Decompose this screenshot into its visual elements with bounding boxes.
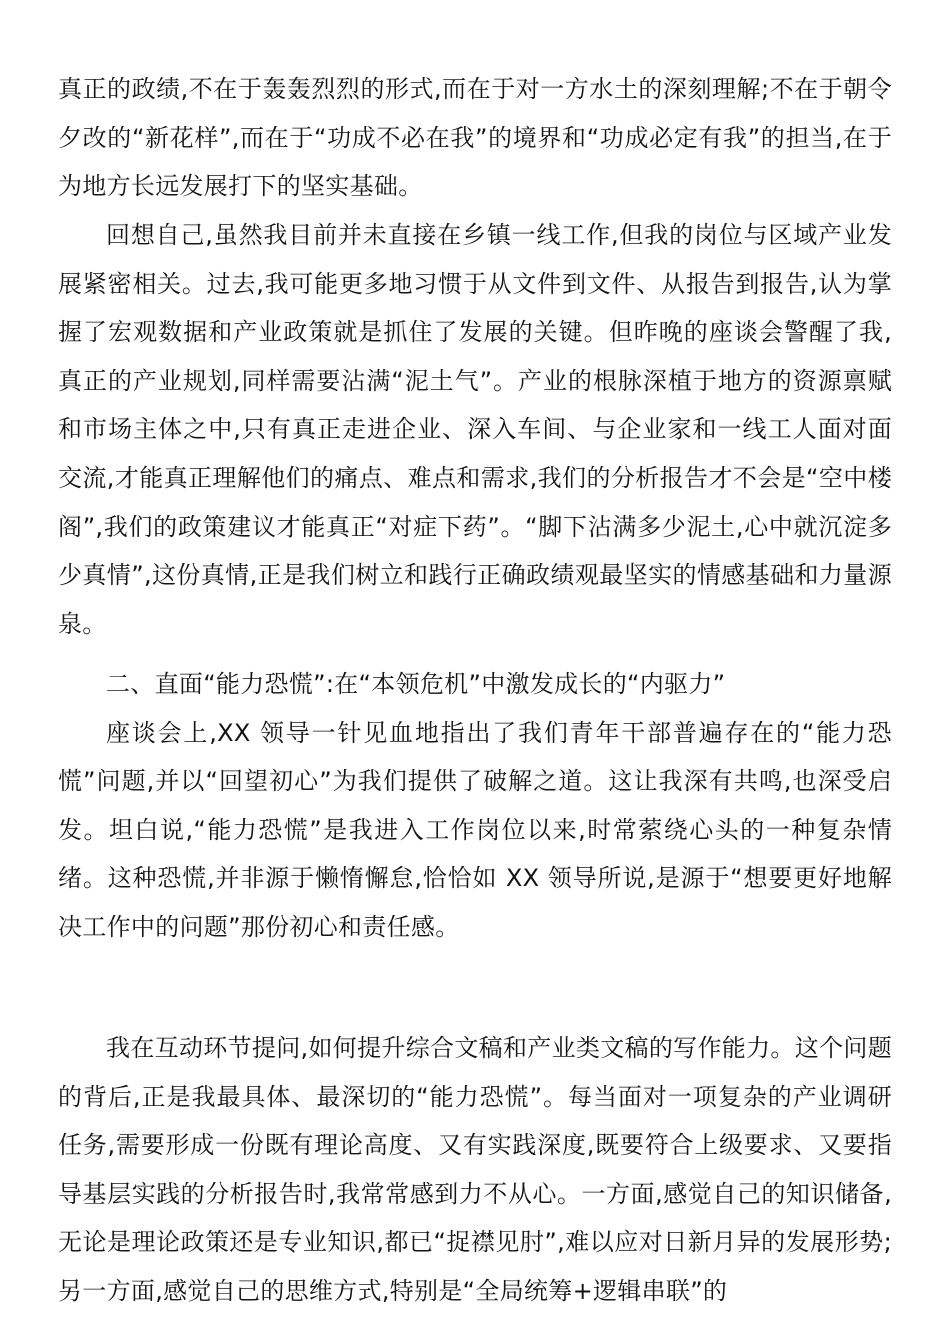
paragraph-continued <box>58 65 892 211</box>
paragraph-4: 我在互动环节提问,如何提升综合文稿和产业类文稿的写作能力。这个问题的背后,正是我最具体、最深切的“能力恐慌”。每当面对一项复杂的产业调研任务,需要形成一份既有理论高度、又有实践深度,既要符合上级要求、又要指导基层实践的分析报告时,我常常感到力不从心。一方面,感觉自己的知识储备,无论是理论政策还是专业知识,都已“捉襟见肘”,难以应对日新月异的发展形势;另一方面,感觉自己的思维方式,特别是“全局统筹+逻辑串联”的 <box>58 1034 892 1305</box>
section-two <box>58 660 892 952</box>
paragraph-3: 座谈会上,XX 领导一针见血地指出了我们青年干部普遍存在的“能力恐慌”问题,并以“回望初心”为我们提供了破解之道。这让我深有共鸣,也深受启发。坦白说,“能力恐慌”是我进入工作岗位以来,时常萦绕心头的一种复杂情绪。这种恐慌,并非源于懒惰懈怠,恰恰如 XX 领导所说,是源于“想要更好地解决工作中的问题”那份初心和责任感。 <box>58 718 892 941</box>
section-heading: 二、直面“能力恐慌”:在“本领危机”中激发成长的“内驱力” <box>106 670 726 698</box>
paragraph-1: 真正的政绩,不在于轰轰烈烈的形式,而在于对一方水土的深刻理解;不在于朝令夕改的“新花样”,而在于“功成不必在我”的境界和“功成必定有我”的担当,在于为地方长远发展打下的坚实基础。 <box>58 75 892 201</box>
paragraph-question <box>58 1024 892 1316</box>
paragraph-reflection <box>58 211 892 648</box>
paragraph-2: 回想自己,虽然我目前并未直接在乡镇一线工作,但我的岗位与区域产业发展紧密相关。过去,我可能更多地习惯于从文件到文件、从报告到报告,认为掌握了宏观数据和产业政策就是抓住了发展的关键。但昨晚的座谈会警醒了我,真正的产业规划,同样需要沾满“泥土气”。产业的根脉深植于地方的资源禀赋和市场主体之中,只有真正走进企业、深入车间、与企业家和一线工人面对面交流,才能真正理解他们的痛点、难点和需求,我们的分析报告才不会是“空中楼阁”,我们的政策建议才能真正“对症下药”。“脚下沾满多少泥土,心中就沉淀多少真情”,这份真情,正是我们树立和践行正确政绩观最坚实的情感基础和力量源泉。 <box>58 221 892 638</box>
